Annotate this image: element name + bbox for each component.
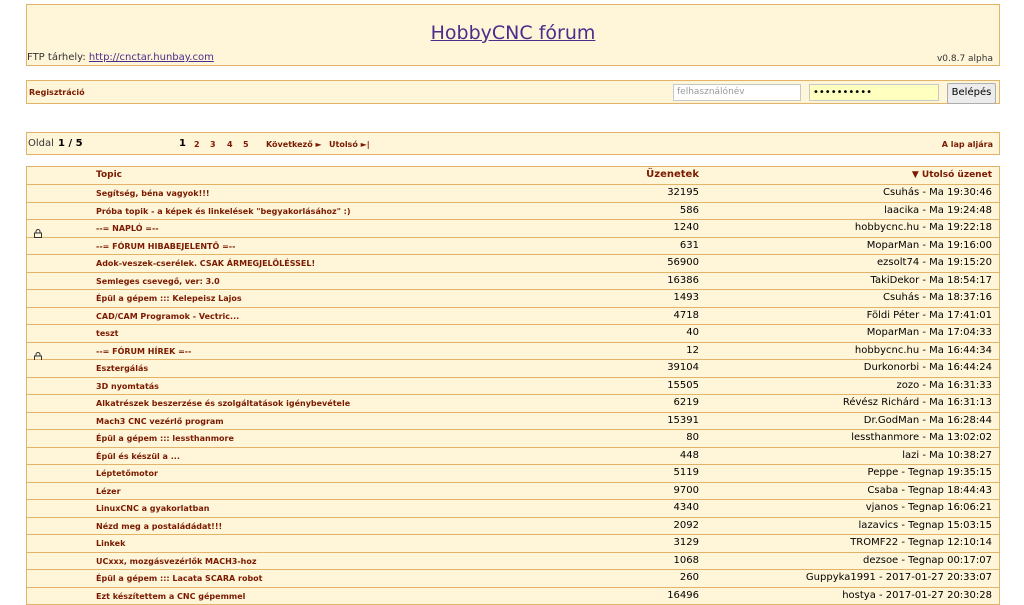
- message-count: 80: [686, 432, 699, 443]
- version-label: v0.8.7 alpha: [937, 54, 993, 64]
- jump-to-bottom-link[interactable]: A lap aljára: [942, 140, 993, 149]
- last-message-info: hobbycnc.hu - Ma 16:44:34: [855, 345, 992, 356]
- last-message-info: hobbycnc.hu - Ma 19:22:18: [855, 222, 992, 233]
- last-message-info: Földi Péter - Ma 17:41:01: [867, 310, 992, 321]
- table-row: [27, 413, 999, 431]
- last-message-info: MoparMan - Ma 19:16:00: [867, 240, 992, 251]
- page-label: Oldal: [28, 138, 54, 149]
- table-row: [27, 343, 999, 361]
- login-button[interactable]: Belépés: [947, 83, 996, 104]
- ftp-line: [27, 52, 214, 63]
- message-count: 2092: [674, 520, 699, 531]
- header-last-message[interactable]: ▼ Utolsó üzenet: [912, 170, 992, 180]
- forum-header: [26, 4, 1000, 66]
- topic-link[interactable]: --= FÓRUM HÍREK =--: [96, 347, 191, 356]
- topic-link[interactable]: LinuxCNC a gyakorlatban: [96, 504, 209, 513]
- topic-link[interactable]: Segítség, béna vagyok!!!: [96, 189, 210, 198]
- last-page-link[interactable]: Utolsó ►|: [329, 140, 370, 149]
- topic-link[interactable]: Esztergálás: [96, 364, 148, 373]
- table-row: [27, 500, 999, 518]
- table-row: [27, 588, 999, 605]
- table-row: [27, 518, 999, 536]
- table-header: [27, 167, 999, 185]
- password-input[interactable]: ••••••••••: [809, 84, 939, 101]
- pagination-bar: [26, 132, 1000, 155]
- table-row: [27, 290, 999, 308]
- topic-link[interactable]: CAD/CAM Programok - Vectric...: [96, 312, 239, 321]
- message-count: 1068: [674, 555, 699, 566]
- topic-link[interactable]: Próba topik - a képek és linkelések "begyakorlásához" :): [96, 207, 351, 216]
- topic-link[interactable]: Léptetőmotor: [96, 469, 158, 478]
- table-row: [27, 203, 999, 221]
- username-input[interactable]: felhasználónév: [673, 84, 801, 101]
- topic-link[interactable]: Épül a gépem ::: Kelepeisz Lajos: [96, 294, 242, 303]
- last-message-info: Dr.GodMan - Ma 16:28:44: [864, 415, 992, 426]
- last-message-info: ezsolt74 - Ma 19:15:20: [877, 257, 992, 268]
- table-row: [27, 308, 999, 326]
- ftp-link[interactable]: http://cnctar.hunbay.com: [89, 52, 214, 63]
- topic-link[interactable]: 3D nyomtatás: [96, 382, 159, 391]
- page-link-1[interactable]: 1: [179, 138, 186, 149]
- ftp-label: FTP tárhely:: [27, 52, 86, 63]
- last-message-info: Durkonorbi - Ma 16:44:24: [864, 362, 992, 373]
- message-count: 6219: [674, 397, 699, 408]
- topic-link[interactable]: Épül a gépem ::: lessthanmore: [96, 434, 234, 443]
- forum-title-link[interactable]: HobbyCNC fórum: [431, 22, 596, 44]
- page-current: 1 / 5: [58, 138, 83, 149]
- message-count: 16386: [667, 275, 699, 286]
- table-row: [27, 378, 999, 396]
- next-page-link[interactable]: Következő ►: [266, 140, 322, 149]
- last-message-info: dezsoe - Tegnap 00:17:07: [863, 555, 992, 566]
- page-link-2[interactable]: 2: [194, 140, 200, 149]
- message-count: 3129: [674, 537, 699, 548]
- table-row: [27, 220, 999, 238]
- topic-link[interactable]: Ezt készítettem a CNC gépemmel: [96, 592, 245, 601]
- message-count: 1493: [674, 292, 699, 303]
- topic-link[interactable]: Linkek: [96, 539, 125, 548]
- page-link-5[interactable]: 5: [243, 140, 249, 149]
- table-row: [27, 395, 999, 413]
- last-message-info: hostya - 2017-01-27 20:30:28: [842, 590, 992, 601]
- login-bar: [26, 80, 1000, 104]
- topic-table: [26, 166, 1000, 605]
- table-row: [27, 430, 999, 448]
- last-message-info: laacika - Ma 19:24:48: [884, 205, 992, 216]
- table-row: [27, 570, 999, 588]
- topic-link[interactable]: Alkatrészek beszerzése és szolgáltatások igénybevétele: [96, 399, 350, 408]
- header-topic[interactable]: Topic: [96, 170, 122, 180]
- table-row: [27, 185, 999, 203]
- page-link-4[interactable]: 4: [227, 140, 233, 149]
- message-count: 32195: [667, 187, 699, 198]
- last-message-info: vjanos - Tegnap 16:06:21: [866, 502, 992, 513]
- last-message-info: TakiDekor - Ma 18:54:17: [871, 275, 992, 286]
- message-count: 4718: [674, 310, 699, 321]
- message-count: 586: [680, 205, 699, 216]
- topic-link[interactable]: Mach3 CNC vezérlő program: [96, 417, 224, 426]
- topic-link[interactable]: --= FÓRUM HIBABEJELENTŐ =--: [96, 242, 235, 251]
- message-count: 16496: [667, 590, 699, 601]
- message-count: 12: [686, 345, 699, 356]
- header-count[interactable]: Üzenetek: [646, 169, 699, 180]
- register-link[interactable]: Regisztráció: [29, 88, 85, 97]
- message-count: 448: [680, 450, 699, 461]
- page-link-3[interactable]: 3: [210, 140, 216, 149]
- topic-link[interactable]: Semleges csevegő, ver: 3.0: [96, 277, 220, 286]
- message-count: 40: [686, 327, 699, 338]
- topic-link[interactable]: Épül és készül a ...: [96, 452, 180, 461]
- last-message-info: MoparMan - Ma 17:04:33: [867, 327, 992, 338]
- message-count: 15505: [667, 380, 699, 391]
- table-row: [27, 465, 999, 483]
- message-count: 9700: [674, 485, 699, 496]
- last-message-info: TROMF22 - Tegnap 12:10:14: [850, 537, 992, 548]
- topic-link[interactable]: Épül a gépem ::: Lacata SCARA robot: [96, 574, 263, 583]
- last-message-info: Révész Richárd - Ma 16:31:13: [843, 397, 992, 408]
- last-message-info: Csuhás - Ma 19:30:46: [883, 187, 992, 198]
- message-count: 631: [680, 240, 699, 251]
- message-count: 39104: [667, 362, 699, 373]
- topic-rows: [27, 185, 999, 605]
- table-row: [27, 535, 999, 553]
- message-count: 56900: [667, 257, 699, 268]
- last-message-info: lessthanmore - Ma 13:02:02: [851, 432, 992, 443]
- last-message-info: lazi - Ma 10:38:27: [902, 450, 992, 461]
- table-row: [27, 325, 999, 343]
- topic-link[interactable]: Adok-veszek-cserélek. CSAK ÁRMEGJELÖLÉSSEL!: [96, 259, 315, 268]
- table-row: [27, 448, 999, 466]
- message-count: 1240: [674, 222, 699, 233]
- table-row: [27, 483, 999, 501]
- message-count: 15391: [667, 415, 699, 426]
- topic-link[interactable]: --= NAPLÓ =--: [96, 224, 159, 233]
- topic-link[interactable]: Lézer: [96, 487, 121, 496]
- topic-link[interactable]: teszt: [96, 329, 119, 338]
- table-row: [27, 553, 999, 571]
- table-row: [27, 273, 999, 291]
- table-row: [27, 238, 999, 256]
- last-message-info: Csuhás - Ma 18:37:16: [883, 292, 992, 303]
- topic-link[interactable]: UCxxx, mozgásvezérlők MACH3-hoz: [96, 557, 257, 566]
- table-row: [27, 360, 999, 378]
- message-count: 5119: [674, 467, 699, 478]
- last-message-info: lazavics - Tegnap 15:03:15: [859, 520, 992, 531]
- message-count: 4340: [674, 502, 699, 513]
- topic-link[interactable]: Nézd meg a postaládádat!!!: [96, 522, 222, 531]
- message-count: 260: [680, 572, 699, 583]
- last-message-info: Peppe - Tegnap 19:35:15: [868, 467, 992, 478]
- last-message-info: Guppyka1991 - 2017-01-27 20:33:07: [806, 572, 992, 583]
- forum-title: [27, 22, 999, 44]
- table-row: [27, 255, 999, 273]
- last-message-info: Csaba - Tegnap 18:44:43: [867, 485, 992, 496]
- last-message-info: zozo - Ma 16:31:33: [896, 380, 992, 391]
